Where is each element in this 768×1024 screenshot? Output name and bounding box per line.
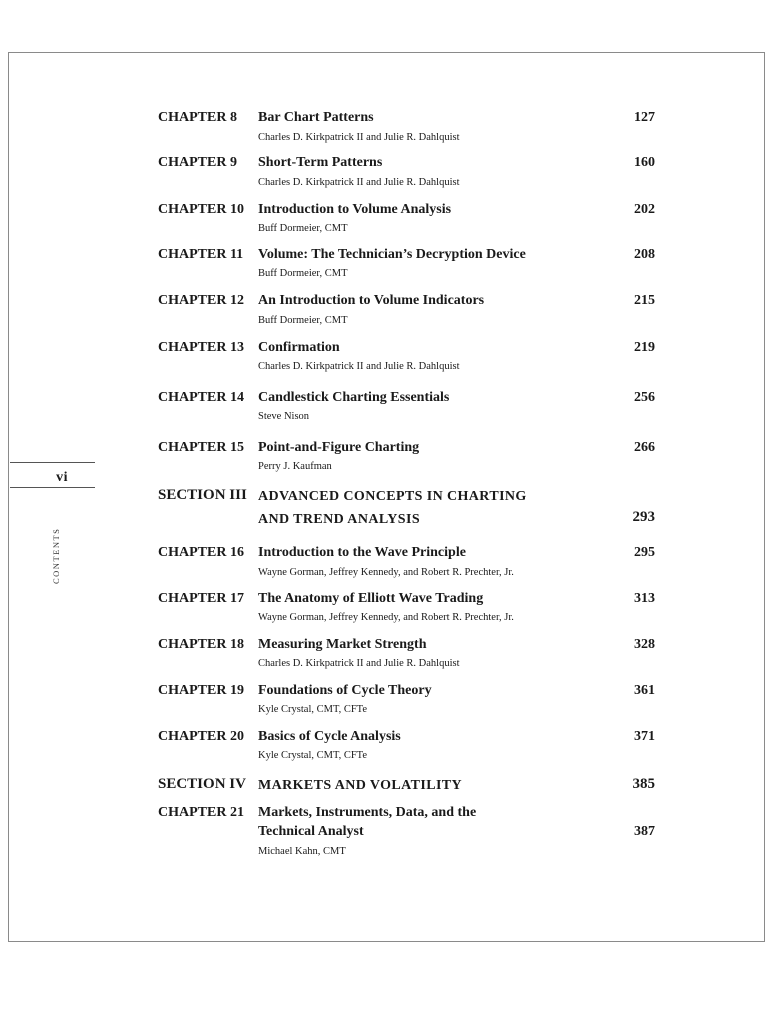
page-number: 215 <box>634 293 655 308</box>
chapter-author: Charles D. Kirkpatrick II and Julie R. Dahlquist <box>258 132 460 143</box>
page-number: 127 <box>634 110 655 125</box>
chapter-title: The Anatomy of Elliott Wave Trading <box>258 591 484 606</box>
chapter-label: CHAPTER 13 <box>158 340 244 355</box>
folio-rule-top <box>10 462 95 463</box>
chapter-title: Introduction to the Wave Principle <box>258 545 466 560</box>
section-label: SECTION III <box>158 487 247 503</box>
page-number: 361 <box>634 683 655 698</box>
section-label: SECTION IV <box>158 776 246 792</box>
chapter-author: Perry J. Kaufman <box>258 461 332 472</box>
chapter-label: CHAPTER 21 <box>158 805 244 820</box>
chapter-title-line-2: Technical Analyst <box>258 824 364 839</box>
chapter-title: Volume: The Technician’s Decryption Device <box>258 247 526 262</box>
page-number: 202 <box>634 202 655 217</box>
chapter-label: CHAPTER 19 <box>158 683 244 698</box>
running-head: CONTENTS <box>51 527 61 584</box>
chapter-label: CHAPTER 18 <box>158 637 244 652</box>
chapter-label: CHAPTER 20 <box>158 729 244 744</box>
chapter-label: CHAPTER 10 <box>158 202 244 217</box>
chapter-title: Basics of Cycle Analysis <box>258 729 401 744</box>
chapter-author: Kyle Crystal, CMT, CFTe <box>258 704 368 715</box>
folio-page-number: vi <box>56 470 68 485</box>
chapter-author: Wayne Gorman, Jeffrey Kennedy, and Robert R. Prechter, Jr. <box>258 612 514 623</box>
chapter-label: CHAPTER 12 <box>158 293 244 308</box>
page-number: 266 <box>634 440 655 455</box>
page-number: 371 <box>634 729 655 744</box>
chapter-title: Measuring Market Strength <box>258 637 427 652</box>
chapter-author: Buff Dormeier, CMT <box>258 315 348 326</box>
section-title: MARKETS AND VOLATILITY <box>258 778 463 793</box>
page-number: 208 <box>634 247 655 262</box>
chapter-title: Point-and-Figure Charting <box>258 440 420 455</box>
page-number: 328 <box>634 637 655 652</box>
page-number: 293 <box>632 509 655 525</box>
chapter-title: Candlestick Charting Essentials <box>258 390 450 405</box>
chapter-author: Michael Kahn, CMT <box>258 846 346 857</box>
chapter-label: CHAPTER 9 <box>158 155 237 170</box>
page-number: 385 <box>632 776 655 792</box>
section-title-line-2: AND TREND ANALYSIS <box>258 512 421 527</box>
chapter-author: Kyle Crystal, CMT, CFTe <box>258 750 368 761</box>
chapter-label: CHAPTER 17 <box>158 591 244 606</box>
chapter-author: Steve Nison <box>258 411 310 422</box>
chapter-author: Charles D. Kirkpatrick II and Julie R. Dahlquist <box>258 177 460 188</box>
chapter-author: Charles D. Kirkpatrick II and Julie R. Dahlquist <box>258 658 460 669</box>
chapter-author: Wayne Gorman, Jeffrey Kennedy, and Robert R. Prechter, Jr. <box>258 567 514 578</box>
chapter-title: Confirmation <box>258 340 340 355</box>
chapter-title: An Introduction to Volume Indicators <box>258 293 485 308</box>
chapter-label: CHAPTER 16 <box>158 545 244 560</box>
page-number: 387 <box>634 824 655 839</box>
chapter-label: CHAPTER 14 <box>158 390 244 405</box>
page-number: 256 <box>634 390 655 405</box>
chapter-author: Buff Dormeier, CMT <box>258 223 348 234</box>
page-number: 295 <box>634 545 655 560</box>
chapter-title-line-1: Markets, Instruments, Data, and the <box>258 805 477 820</box>
chapter-title: Introduction to Volume Analysis <box>258 202 452 217</box>
page-number: 313 <box>634 591 655 606</box>
page-number: 219 <box>634 340 655 355</box>
chapter-title: Foundations of Cycle Theory <box>258 683 432 698</box>
chapter-author: Buff Dormeier, CMT <box>258 268 348 279</box>
chapter-author: Charles D. Kirkpatrick II and Julie R. Dahlquist <box>258 361 460 372</box>
chapter-title: Short-Term Patterns <box>258 155 383 170</box>
chapter-label: CHAPTER 15 <box>158 440 244 455</box>
chapter-label: CHAPTER 8 <box>158 110 237 125</box>
page-number: 160 <box>634 155 655 170</box>
section-title-line-1: ADVANCED CONCEPTS IN CHARTING <box>258 489 527 504</box>
chapter-title: Bar Chart Patterns <box>258 110 374 125</box>
chapter-label: CHAPTER 11 <box>158 247 244 262</box>
